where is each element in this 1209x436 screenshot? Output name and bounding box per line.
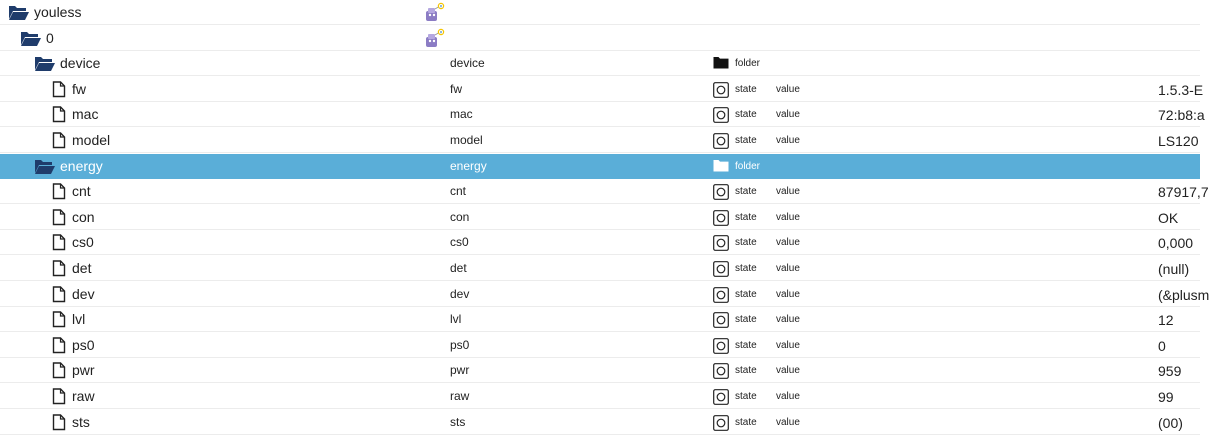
object-name: det xyxy=(450,261,467,275)
object-name: fw xyxy=(450,82,462,96)
node-name: lvl xyxy=(72,311,86,327)
state-icon xyxy=(713,82,729,97)
node-name: pwr xyxy=(72,362,95,378)
state-icon xyxy=(713,415,729,430)
object-role: value xyxy=(776,314,800,325)
object-role: value xyxy=(776,340,800,351)
node-name: det xyxy=(72,260,92,276)
object-type: state xyxy=(735,186,757,197)
object-name: raw xyxy=(450,389,470,403)
tree-row-con[interactable] xyxy=(0,205,1200,230)
tree-row-energy[interactable] xyxy=(0,154,1200,179)
file-icon xyxy=(52,132,70,149)
node-name: device xyxy=(60,55,101,71)
tree-row-ps0[interactable] xyxy=(0,333,1200,358)
state-value[interactable]: 959 xyxy=(1158,363,1182,379)
state-value[interactable]: 87917,7 xyxy=(1158,184,1209,200)
object-type: state xyxy=(735,135,757,146)
state-icon xyxy=(713,261,729,276)
state-value[interactable]: (00) xyxy=(1158,415,1183,431)
object-role: value xyxy=(776,417,800,428)
object-name: sts xyxy=(450,415,466,429)
folder-open-icon xyxy=(8,4,26,21)
folder-open-icon xyxy=(20,30,38,47)
object-role: value xyxy=(776,212,800,223)
object-type: state xyxy=(735,314,757,325)
object-type: state xyxy=(735,212,757,223)
object-type: state xyxy=(735,109,757,120)
file-icon xyxy=(52,362,70,379)
tree-row-model[interactable] xyxy=(0,128,1200,153)
state-icon xyxy=(713,107,729,122)
object-role: value xyxy=(776,263,800,274)
tree-row-fw[interactable] xyxy=(0,77,1204,102)
node-name: youless xyxy=(34,4,82,20)
object-role: value xyxy=(776,289,800,300)
object-name: device xyxy=(450,56,485,70)
state-icon xyxy=(713,184,729,199)
object-type: folder xyxy=(735,161,761,172)
folder-open-icon xyxy=(34,158,52,175)
object-role: value xyxy=(776,109,800,120)
node-name: fw xyxy=(72,81,86,97)
object-type: state xyxy=(735,237,757,248)
state-icon xyxy=(713,133,729,148)
object-type: state xyxy=(735,365,757,376)
node-name: ps0 xyxy=(72,337,95,353)
object-role: value xyxy=(776,135,800,146)
state-value[interactable]: 99 xyxy=(1158,389,1174,405)
object-name: dev xyxy=(450,287,470,301)
object-name: con xyxy=(450,210,470,224)
state-icon xyxy=(713,210,729,225)
state-value[interactable]: 0 xyxy=(1158,338,1166,354)
object-role: value xyxy=(776,391,800,402)
object-name: cnt xyxy=(450,184,467,198)
file-icon xyxy=(52,311,70,328)
state-icon xyxy=(713,363,729,378)
file-icon xyxy=(52,209,70,226)
tree-row-dev[interactable] xyxy=(0,282,1209,307)
node-name: 0 xyxy=(46,30,54,46)
tree-row-cs0[interactable] xyxy=(0,230,1200,255)
object-name: energy xyxy=(450,159,487,173)
state-icon xyxy=(713,235,729,250)
file-icon xyxy=(52,234,70,251)
object-name: ps0 xyxy=(450,338,470,352)
object-type: state xyxy=(735,391,757,402)
file-icon xyxy=(52,388,70,405)
tree-row-mac[interactable] xyxy=(0,102,1205,127)
node-name: raw xyxy=(72,388,95,404)
node-name: energy xyxy=(60,158,103,174)
youless-adapter-icon xyxy=(423,2,445,24)
folder-open-icon xyxy=(34,55,52,72)
object-type: folder xyxy=(735,58,761,69)
tree-row-det[interactable] xyxy=(0,256,1200,281)
state-icon xyxy=(713,338,729,353)
state-icon xyxy=(713,389,729,404)
state-value[interactable]: OK xyxy=(1158,210,1179,226)
object-name: pwr xyxy=(450,363,470,377)
folder-icon xyxy=(713,56,729,71)
node-name: mac xyxy=(72,106,99,122)
folder-icon xyxy=(713,159,729,174)
tree-row-pwr[interactable] xyxy=(0,358,1200,383)
youless-adapter-icon xyxy=(423,28,445,50)
state-value[interactable]: (&plusm xyxy=(1158,287,1209,303)
node-name: cnt xyxy=(72,183,91,199)
file-icon xyxy=(52,337,70,354)
tree-row-raw[interactable] xyxy=(0,384,1200,409)
object-role: value xyxy=(776,365,800,376)
node-name: dev xyxy=(72,286,95,302)
file-icon xyxy=(52,260,70,277)
tree-row-youless[interactable] xyxy=(0,0,1200,25)
file-icon xyxy=(52,106,70,123)
object-type: state xyxy=(735,289,757,300)
object-role: value xyxy=(776,186,800,197)
tree-row-cnt[interactable] xyxy=(0,179,1209,204)
object-name: lvl xyxy=(450,312,462,326)
tree-row-lvl[interactable] xyxy=(0,307,1200,332)
tree-row-instance-0[interactable] xyxy=(0,26,1200,51)
state-value[interactable]: LS120 xyxy=(1158,133,1199,149)
state-value[interactable]: 1.5.3-E xyxy=(1158,82,1204,98)
file-icon xyxy=(52,183,70,200)
node-name: sts xyxy=(72,414,90,430)
object-type: state xyxy=(735,340,757,351)
object-type: state xyxy=(735,263,757,274)
node-name: cs0 xyxy=(72,234,94,250)
state-value[interactable]: 12 xyxy=(1158,312,1174,328)
file-icon xyxy=(52,414,70,431)
tree-row-sts[interactable] xyxy=(0,410,1200,435)
object-type: state xyxy=(735,84,757,95)
object-name: model xyxy=(450,133,483,147)
object-role: value xyxy=(776,84,800,95)
node-name: con xyxy=(72,209,95,225)
object-type: state xyxy=(735,417,757,428)
state-value[interactable]: (null) xyxy=(1158,261,1190,277)
object-name: mac xyxy=(450,107,473,121)
object-role: value xyxy=(776,237,800,248)
state-icon xyxy=(713,287,729,302)
file-icon xyxy=(52,81,70,98)
tree-row-device[interactable] xyxy=(0,51,1200,76)
node-name: model xyxy=(72,132,111,148)
state-value[interactable]: 0,000 xyxy=(1158,235,1194,251)
state-value[interactable]: 72:b8:a xyxy=(1158,107,1205,123)
object-name: cs0 xyxy=(450,235,469,249)
state-icon xyxy=(713,312,729,327)
file-icon xyxy=(52,286,70,303)
